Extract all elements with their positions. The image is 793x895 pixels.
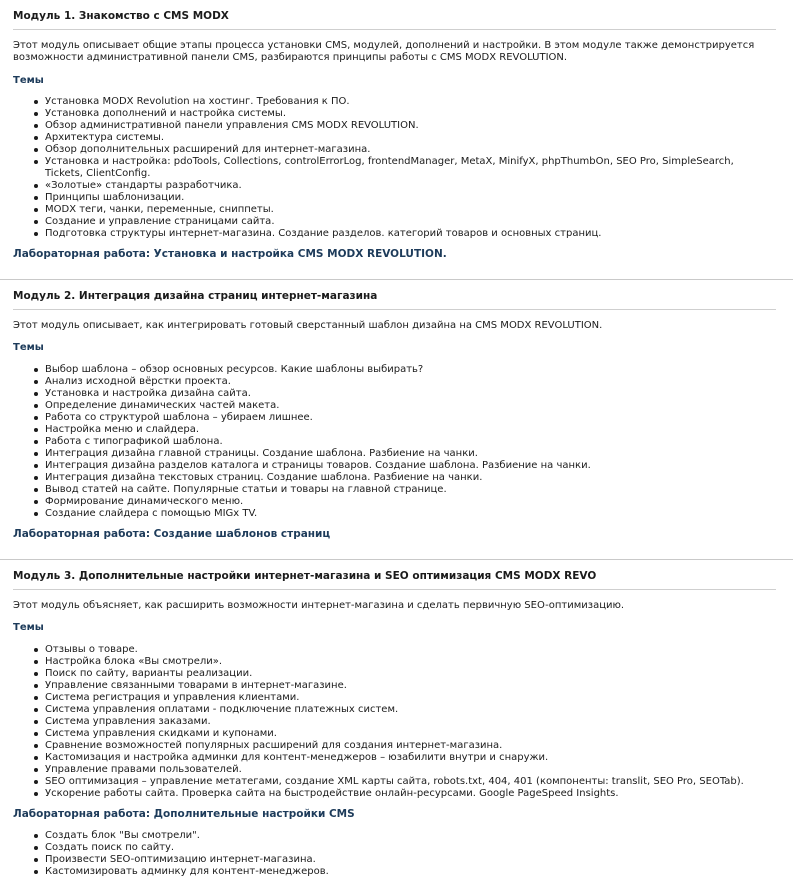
list-item: Система регистрация и управления клиентами. xyxy=(45,692,773,704)
list-item: Произвести SEO-оптимизацию интернет-магазина. xyxy=(45,854,773,866)
module-2-divider xyxy=(13,309,776,310)
list-item: Поиск по сайту, варианты реализации. xyxy=(45,668,773,680)
module-3-topics-label: Темы xyxy=(13,622,44,633)
module-2-title: Модуль 2. Интеграция дизайна страниц интернет-магазина xyxy=(13,290,378,302)
list-item: Интеграция дизайна главной страницы. Создание шаблона. Разбиение на чанки. xyxy=(45,448,773,460)
module-1-description: Этот модуль описывает общие этапы процесса установки CMS, модулей, дополнений и настройки. В этом модуле также демонстрируется возможности административной панели CMS, разбираются принципы работы с CMS MODX REVOLUTION. xyxy=(13,40,755,63)
list-item: Установка MODX Revolution на хостинг. Требования к ПО. xyxy=(45,96,773,108)
module-separator xyxy=(0,559,793,560)
list-item: Интеграция дизайна разделов каталога и страницы товаров. Создание шаблона. Разбиение на чанки. xyxy=(45,460,773,472)
list-item: Работа с типографикой шаблона. xyxy=(45,436,773,448)
list-item: Создать поиск по сайту. xyxy=(45,842,773,854)
module-3-divider xyxy=(13,589,776,590)
list-item: SEO оптимизация – управление метатегами, создание XML карты сайта, robots.txt, 404, 401 (компоненты: translit, SEO Pro, SEOTab). xyxy=(45,776,773,788)
list-item: Установка и настройка: pdoTools, Collections, controlErrorLog, frontendManager, MetaX, MinifyX, phpThumbOn, SEO Pro, SimpleSearch, Tickets, ClientConfig. xyxy=(45,156,773,180)
module-1-topics-list xyxy=(45,96,773,240)
module-2-description: Этот модуль описывает, как интегрировать готовый сверстанный шаблон дизайна на CMS MODX REVOLUTION. xyxy=(13,320,603,331)
module-1-divider xyxy=(13,29,776,30)
list-item: Управление правами пользователей. xyxy=(45,764,773,776)
list-item: Обзор административной панели управления CMS MODX REVOLUTION. xyxy=(45,120,773,132)
list-item: Выбор шаблона – обзор основных ресурсов. Какие шаблоны выбирать? xyxy=(45,364,773,376)
module-1-lab-title: Лабораторная работа: Установка и настройка CMS MODX REVOLUTION. xyxy=(13,248,447,260)
list-item: Настройка блока «Вы смотрели». xyxy=(45,656,773,668)
module-3-topics-list xyxy=(45,644,773,800)
module-2-topics-label: Темы xyxy=(13,342,44,353)
list-item: Создать блок "Вы смотрели". xyxy=(45,830,773,842)
list-item: Создание слайдера с помощью MIGx TV. xyxy=(45,508,773,520)
module-2-lab-title: Лабораторная работа: Создание шаблонов страниц xyxy=(13,528,331,540)
list-item: Система управления оплатами - подключение платежных систем. xyxy=(45,704,773,716)
list-item: Определение динамических частей макета. xyxy=(45,400,773,412)
list-item: Кастомизировать админку для контент-менеджеров. xyxy=(45,866,773,878)
module-1-topics-label: Темы xyxy=(13,75,44,86)
module-3-title: Модуль 3. Дополнительные настройки интернет-магазина и SEO оптимизация CMS MODX REVO xyxy=(13,570,597,582)
list-item: Вывод статей на сайте. Популярные статьи и товары на главной странице. xyxy=(45,484,773,496)
list-item: Архитектура системы. xyxy=(45,132,773,144)
list-item: Установка дополнений и настройка системы. xyxy=(45,108,773,120)
list-item: Кастомизация и настройка админки для контент-менеджеров – юзабилити внутри и снаружи. xyxy=(45,752,773,764)
list-item: Работа со структурой шаблона – убираем лишнее. xyxy=(45,412,773,424)
list-item: Принципы шаблонизации. xyxy=(45,192,773,204)
list-item: Отзывы о товаре. xyxy=(45,644,773,656)
list-item: Сравнение возможностей популярных расширений для создания интернет-магазина. xyxy=(45,740,773,752)
module-separator xyxy=(0,279,793,280)
list-item: Установка и настройка дизайна сайта. xyxy=(45,388,773,400)
module-2-topics-list xyxy=(45,364,773,520)
list-item: Настройка меню и слайдера. xyxy=(45,424,773,436)
list-item: «Золотые» стандарты разработчика. xyxy=(45,180,773,192)
list-item: Интеграция дизайна текстовых страниц. Создание шаблона. Разбиение на чанки. xyxy=(45,472,773,484)
list-item: Обзор дополнительных расширений для интернет-магазина. xyxy=(45,144,773,156)
module-3-lab-tasks-list xyxy=(45,830,773,878)
list-item: Создание и управление страницами сайта. xyxy=(45,216,773,228)
list-item: Система управления скидками и купонами. xyxy=(45,728,773,740)
list-item: MODX теги, чанки, переменные, сниппеты. xyxy=(45,204,773,216)
module-3-lab-title: Лабораторная работа: Дополнительные настройки CMS xyxy=(13,808,355,820)
list-item: Формирование динамического меню. xyxy=(45,496,773,508)
list-item: Подготовка структуры интернет-магазина. Создание разделов. категорий товаров и основных страниц. xyxy=(45,228,773,240)
list-item: Анализ исходной вёрстки проекта. xyxy=(45,376,773,388)
module-1-title: Модуль 1. Знакомство с CMS MODX xyxy=(13,10,229,22)
list-item: Система управления заказами. xyxy=(45,716,773,728)
module-3-description: Этот модуль объясняет, как расширить возможности интернет-магазина и сделать первичную SEO-оптимизацию. xyxy=(13,600,625,611)
list-item: Ускорение работы сайта. Проверка сайта на быстродействие онлайн-ресурсами. Google PageSpeed Insights. xyxy=(45,788,773,800)
list-item: Управление связанными товарами в интернет-магазине. xyxy=(45,680,773,692)
